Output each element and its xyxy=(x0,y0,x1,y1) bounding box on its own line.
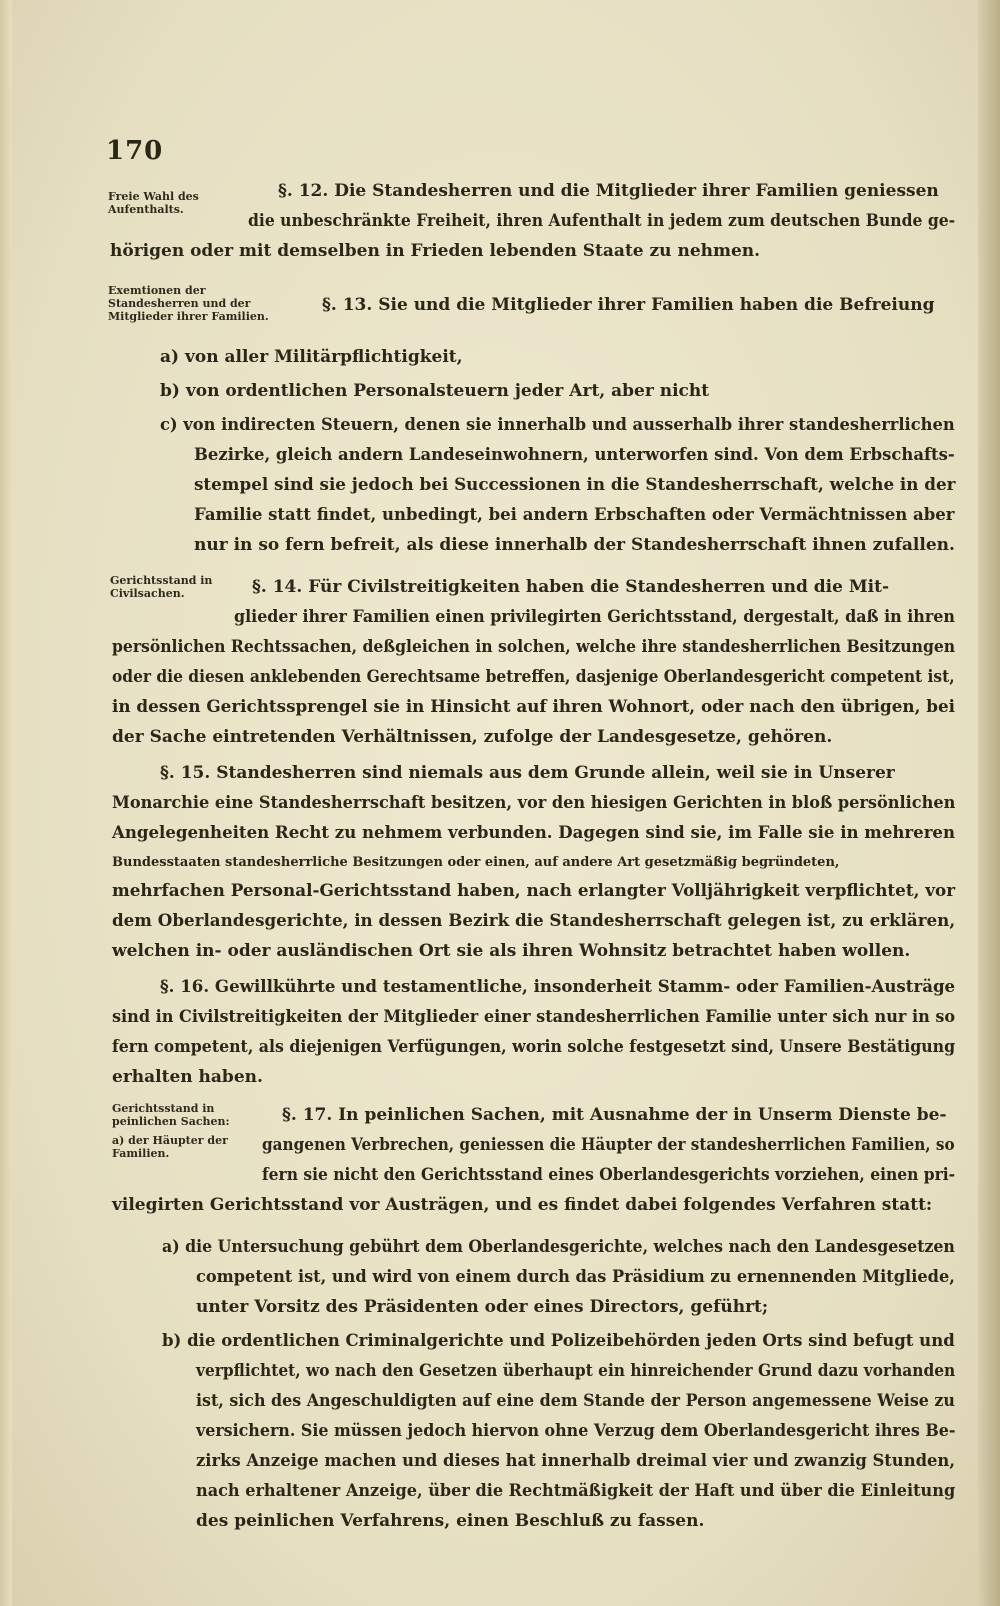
margin-note-s13: Exemtionen der Standesherren und der Mitglieder ihrer Familien. xyxy=(108,284,269,323)
margin-note-s14: Gerichtsstand in Civilsachen. xyxy=(110,574,213,600)
text-line: nach erhaltener Anzeige, über die Rechtmäßigkeit der Haft und über die Einleitung xyxy=(196,1481,956,1501)
text-line: vilegirten Gerichtsstand vor Austrägen, und es findet dabei folgendes Verfahren statt: xyxy=(112,1195,933,1215)
text-line: §. 16. Gewillkührte und testamentliche, insonderheit Stamm- oder Familien-Austräge xyxy=(160,977,956,997)
text-line: fern competent, als diejenigen Verfügungen, worin solche festgesetzt sind, Unsere Bestätigung xyxy=(112,1037,956,1057)
text-line: a) die Untersuchung gebührt dem Oberlandesgerichte, welches nach den Landesgesetzen xyxy=(162,1237,955,1257)
text-line: die unbeschränkte Freiheit, ihren Aufenthalt in jedem zum deutschen Bunde ge- xyxy=(248,211,956,231)
text-line: Bundesstaaten standesherrliche Besitzungen oder einen, auf andere Art gesetzmäßig begründeten, xyxy=(112,855,840,870)
page-right-edge xyxy=(978,0,1000,1606)
text-line: c) von indirecten Steuern, denen sie innerhalb und ausserhalb ihrer standesherrlichen xyxy=(160,415,955,435)
text-line: b) die ordentlichen Criminalgerichte und Polizeibehörden jeden Orts sind befugt und xyxy=(162,1331,955,1351)
text-line: unter Vorsitz des Präsidenten oder eines Directors, geführt; xyxy=(196,1297,769,1317)
text-line: ist, sich des Angeschuldigten auf eine dem Stande der Person angemessene Weise zu xyxy=(196,1391,955,1411)
text-line: Monarchie eine Standesherrschaft besitzen, vor den hiesigen Gerichten in bloß persönlichen xyxy=(112,793,956,813)
text-line: oder die diesen anklebenden Gerechtsame betreffen, dasjenige Oberlandesgericht competent ist, xyxy=(112,667,955,687)
page-number: 170 xyxy=(106,136,164,166)
text-line: der Sache eintretenden Verhältnissen, zufolge der Landesgesetze, gehören. xyxy=(112,727,833,747)
page-left-edge xyxy=(0,0,12,1606)
text-line: gangenen Verbrechen, geniessen die Häupter der standesherrlichen Familien, so xyxy=(262,1135,955,1155)
text-line: §. 12. Die Standesherren und die Mitglieder ihrer Familien geniessen xyxy=(278,181,939,201)
text-line: competent ist, und wird von einem durch das Präsidium zu ernennenden Mitgliede, xyxy=(196,1267,955,1287)
text-line: nur in so fern befreit, als diese innerhalb der Standesherrschaft ihnen zufallen. xyxy=(194,535,955,555)
text-line: versichern. Sie müssen jedoch hiervon ohne Verzug dem Oberlandesgericht ihres Be- xyxy=(196,1421,956,1441)
text-line: des peinlichen Verfahrens, einen Beschluß zu fassen. xyxy=(196,1511,705,1531)
text-line: mehrfachen Personal-Gerichtsstand haben, nach erlangter Volljährigkeit verpflichtet, vor xyxy=(112,881,956,901)
text-line: persönlichen Rechtssachen, deßgleichen in solchen, welche ihre standesherrlichen Besitzungen xyxy=(112,637,956,657)
text-line: stempel sind sie jedoch bei Successionen in die Standesherrschaft, welche in der xyxy=(194,475,956,495)
text-line: §. 14. Für Civilstreitigkeiten haben die Standesherren und die Mit- xyxy=(252,577,890,597)
text-line: verpflichtet, wo nach den Gesetzen überhaupt ein hinreichender Grund dazu vorhanden xyxy=(196,1361,956,1381)
text-line: zirks Anzeige machen und dieses hat innerhalb dreimal vier und zwanzig Stunden, xyxy=(196,1451,956,1471)
text-line: §. 15. Standesherren sind niemals aus dem Grunde allein, weil sie in Unserer xyxy=(160,763,895,783)
margin-note-s12: Freie Wahl des Aufenthalts. xyxy=(108,190,199,216)
text-line: erhalten haben. xyxy=(112,1067,263,1087)
margin-note-s17-sub: a) der Häupter der Familien. xyxy=(112,1134,228,1160)
margin-note-s17-title: Gerichtsstand in peinlichen Sachen: xyxy=(112,1102,230,1128)
text-line: Familie statt findet, unbedingt, bei andern Erbschaften oder Vermächtnissen aber xyxy=(194,505,955,525)
text-line: §. 13. Sie und die Mitglieder ihrer Familien haben die Befreiung xyxy=(322,295,935,315)
text-line: welchen in- oder ausländischen Ort sie als ihren Wohnsitz betrachtet haben wollen. xyxy=(112,941,911,961)
text-line: §. 17. In peinlichen Sachen, mit Ausnahme der in Unserm Dienste be- xyxy=(282,1105,947,1125)
text-line: hörigen oder mit demselben in Frieden lebenden Staate zu nehmen. xyxy=(110,241,761,261)
text-line: b) von ordentlichen Personalsteuern jeder Art, aber nicht xyxy=(160,381,710,401)
text-line: dem Oberlandesgerichte, in dessen Bezirk die Standesherrschaft gelegen ist, zu erklären, xyxy=(112,911,956,931)
text-line: glieder ihrer Familien einen privilegirten Gerichtsstand, dergestalt, daß in ihren xyxy=(234,607,955,627)
text-line: a) von aller Militärpflichtigkeit, xyxy=(160,347,463,367)
text-line: sind in Civilstreitigkeiten der Mitglieder einer standesherrlichen Familie unter sich nur in so xyxy=(112,1007,956,1027)
text-line: Bezirke, gleich andern Landeseinwohnern, unterworfen sind. Von dem Erbschafts- xyxy=(194,445,955,465)
text-line: in dessen Gerichtssprengel sie in Hinsicht auf ihren Wohnort, oder nach den übrigen, bei xyxy=(112,697,955,717)
text-line: Angelegenheiten Recht zu nehmem verbunden. Dagegen sind sie, im Falle sie in mehreren xyxy=(112,823,956,843)
text-line: fern sie nicht den Gerichtsstand eines Oberlandesgerichts vorziehen, einen pri- xyxy=(262,1165,956,1185)
